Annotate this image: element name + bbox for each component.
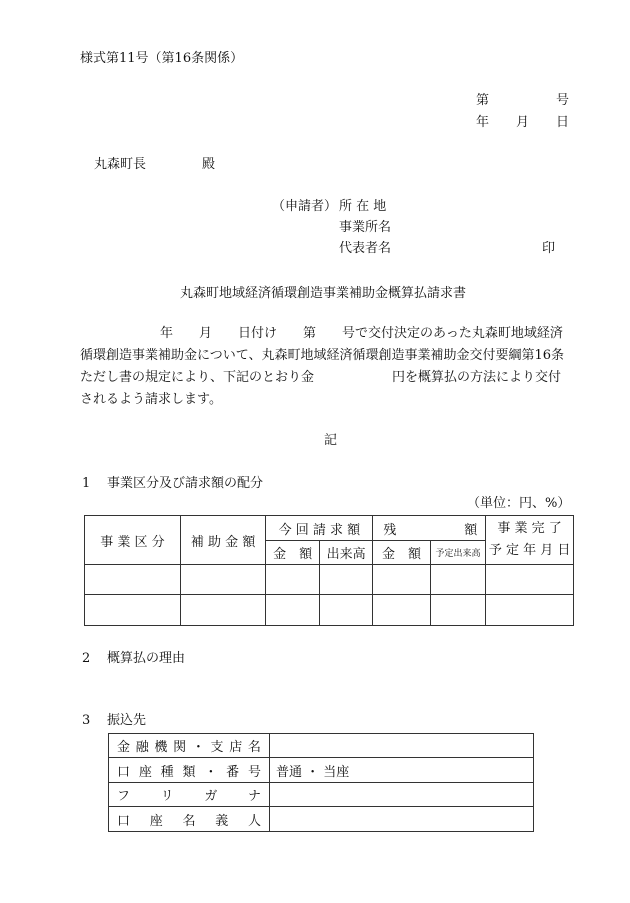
body-line-1: 年 月 日付け 第 号で交付決定のあった丸森町地域経済 (160, 326, 563, 341)
completion-line-1: 事 業 完 了 (497, 521, 562, 536)
header-current-request: 今 回 請 求 額 (266, 516, 373, 541)
section2-title: 概算払の理由 (107, 651, 186, 666)
table-cell[interactable] (430, 565, 485, 595)
section3-number: 3 (82, 713, 91, 728)
document-title: 丸森町地域経済循環創造事業補助金概算払請求書 (180, 286, 467, 301)
furigana-label: フ リ ガ ナ (109, 783, 270, 807)
bank-branch-label: 金 融 機 関 ・ 支 店 名 (109, 734, 270, 758)
account-holder-value[interactable] (270, 807, 534, 832)
body-line-4: されるよう請求します。 (80, 392, 222, 407)
remaining-zan: 残 (383, 522, 397, 538)
business-name-label: 事業所名 (339, 220, 392, 235)
account-type-label: 口 座 種 類 ・ 番 号 (109, 758, 270, 783)
date-month: 月 (516, 115, 530, 130)
addressee-honorific: 殿 (202, 157, 216, 172)
unit-label: （単位：円、%） (467, 496, 571, 511)
table-cell[interactable] (85, 565, 181, 595)
header-subsidy: 補 助 金 額 (180, 516, 266, 565)
header-amount-current: 金 額 (266, 541, 319, 565)
account-type-value[interactable]: 普通 ・ 当座 (270, 758, 534, 783)
applicant-role: （申請者） (272, 199, 338, 214)
section2-number: 2 (82, 651, 91, 666)
ki-heading: 記 (324, 433, 338, 448)
seal-mark: 印 (542, 241, 556, 256)
doc-number-go: 号 (556, 93, 570, 108)
allocation-table (84, 515, 574, 626)
remaining-gaku: 額 (464, 522, 478, 538)
header-remaining (373, 516, 486, 541)
table-cell[interactable] (180, 595, 266, 626)
bank-branch-value[interactable] (270, 734, 534, 758)
header-planned-progress: 予定出来高 (430, 541, 485, 565)
address-label: 所 在 地 (339, 199, 387, 214)
date-day: 日 (556, 115, 570, 130)
table-cell[interactable] (319, 595, 372, 626)
doc-number-dai: 第 (476, 93, 490, 108)
table-cell[interactable] (430, 595, 485, 626)
furigana-value[interactable] (270, 783, 534, 807)
representative-label: 代表者名 (339, 241, 392, 256)
table-cell[interactable] (266, 595, 319, 626)
table-cell[interactable] (486, 565, 574, 595)
section1-number: 1 (82, 476, 91, 491)
section3-title: 振込先 (107, 713, 147, 728)
header-progress-current: 出来高 (319, 541, 372, 565)
date-year: 年 (476, 115, 490, 130)
section1-title: 事業区分及び請求額の配分 (107, 476, 264, 491)
table-cell[interactable] (373, 595, 430, 626)
table-cell[interactable] (180, 565, 266, 595)
completion-line-2: 予 定 年 月 日 (488, 543, 571, 558)
account-holder-label: 口 座 名 義 人 (109, 807, 270, 832)
table-cell[interactable] (266, 565, 319, 595)
header-amount-remaining: 金 額 (373, 541, 430, 565)
table-cell[interactable] (373, 565, 430, 595)
table-cell[interactable] (319, 565, 372, 595)
body-line-2: 循環創造事業補助金について、丸森町地域経済循環創造事業補助金交付要綱第16条 (80, 348, 565, 363)
header-category: 事 業 区 分 (85, 516, 181, 565)
body-line-3: ただし書の規定により、下記のとおり金 円を概算払の方法により交付 (80, 370, 562, 385)
form-number: 様式第11号（第16条関係） (80, 51, 244, 66)
bank-transfer-table (108, 733, 534, 832)
table-cell[interactable] (85, 595, 181, 626)
table-cell[interactable] (486, 595, 574, 626)
addressee-name: 丸森町長 (94, 157, 147, 172)
header-completion-date (486, 516, 574, 565)
